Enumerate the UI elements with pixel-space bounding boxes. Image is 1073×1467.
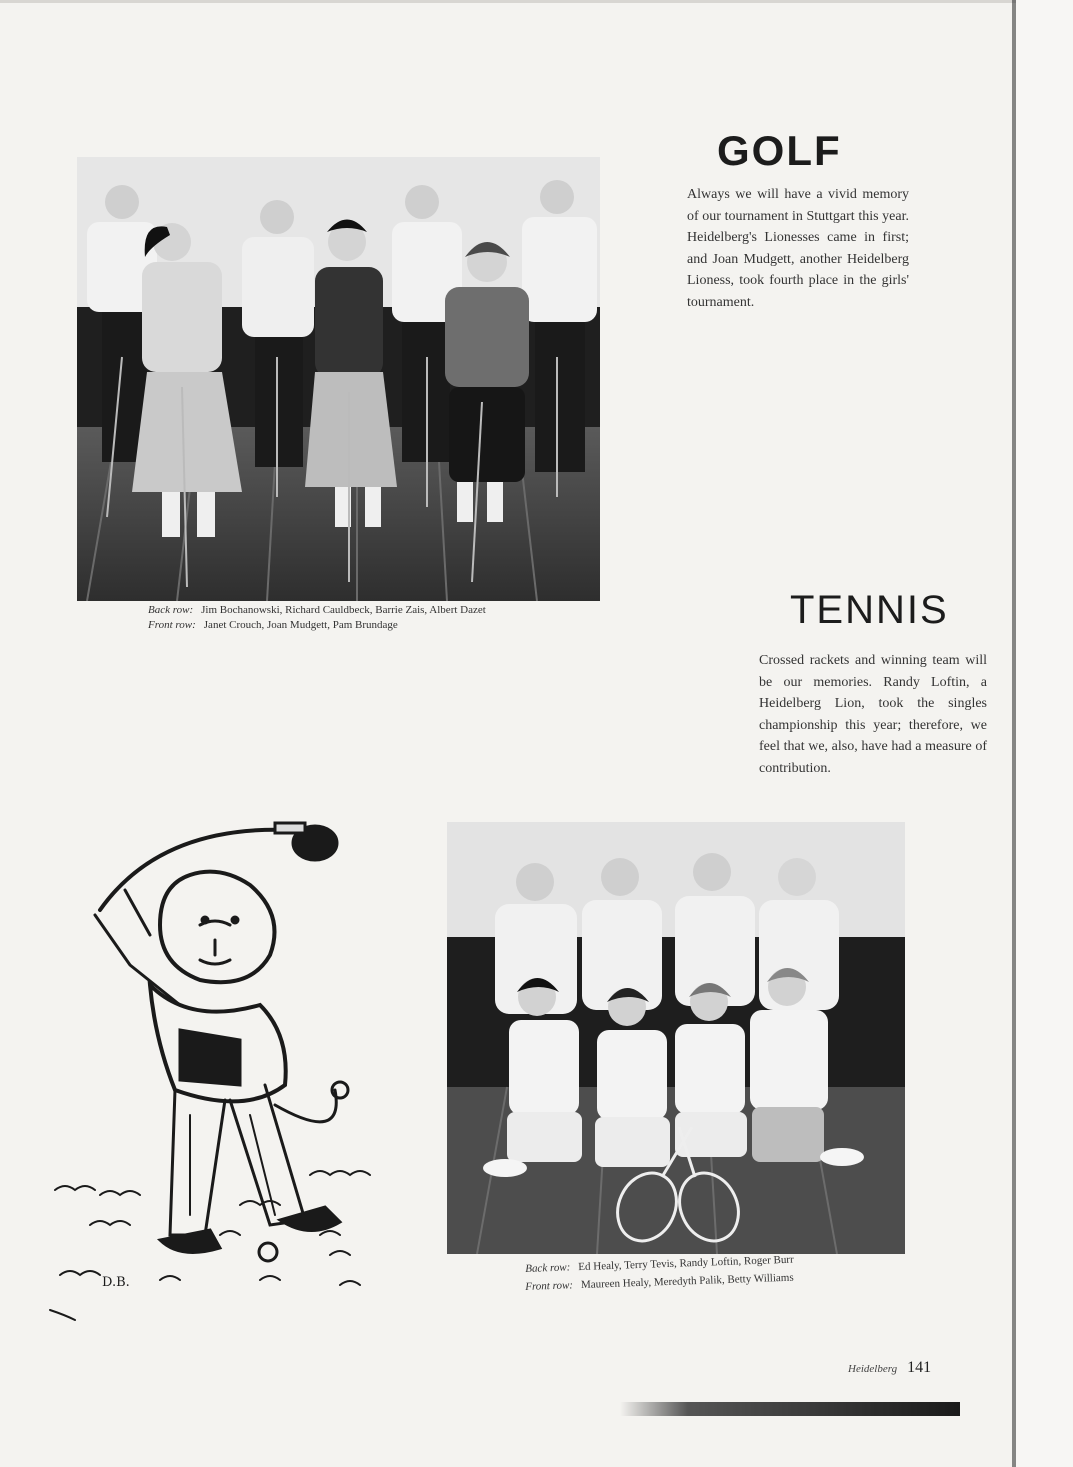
- page-edge-bottom: [620, 1402, 960, 1416]
- lion-golfer-drawing: [40, 815, 390, 1330]
- golf-photo-illustration: [77, 157, 600, 601]
- caption-label: Front row:: [148, 619, 196, 631]
- caption-names: Maureen Healy, Meredyth Palik, Betty Williams: [580, 1271, 794, 1292]
- caption-names: Ed Healy, Terry Tevis, Randy Loftin, Roger Burr: [578, 1253, 794, 1274]
- golf-caption-front-row: [148, 618, 398, 632]
- caption-names: Jim Bochanowski, Richard Cauldbeck, Barrie Zais, Albert Dazet: [201, 604, 486, 616]
- caption-label: Back row:: [148, 604, 194, 616]
- page-number: 141: [907, 1359, 932, 1376]
- caption-label: Front row:: [525, 1279, 574, 1293]
- golf-caption-back-row: [148, 603, 486, 617]
- tennis-body-text: Crossed rackets and winning team will be our memories. Randy Loftin, a Heidelberg Lion, took the singles championship this year; therefore, we feel that we, also, have had a measure of contribution.: [759, 653, 987, 776]
- tennis-photo-illustration: [447, 822, 905, 1254]
- page-edge-right: [1016, 0, 1073, 1467]
- page-edge-top: [0, 0, 1073, 3]
- caption-label: Back row:: [525, 1261, 571, 1275]
- golf-heading: GOLF: [717, 127, 842, 174]
- running-title: Heidelberg: [848, 1363, 898, 1375]
- tennis-heading: TENNIS: [790, 588, 949, 632]
- golf-team-photo: [77, 157, 600, 601]
- caption-names: Janet Crouch, Joan Mudgett, Pam Brundage: [203, 619, 398, 631]
- artist-signature: D.B.: [102, 1275, 130, 1290]
- tennis-team-photo: [447, 822, 905, 1254]
- golf-body-text: Always we will have a vivid memory of our tournament in Stuttgart this year. Heidelberg's Lionesses came in first; and Joan Mudgett, another Heidelberg Lioness, took fourth place in the girls' tournament.: [687, 187, 909, 310]
- page-footer: [848, 1359, 931, 1377]
